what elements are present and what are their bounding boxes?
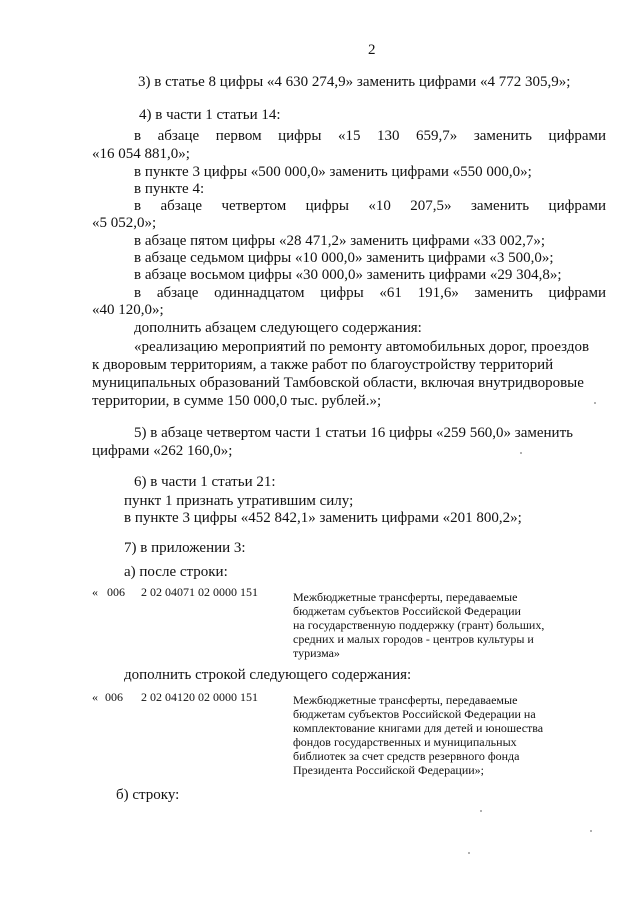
- item-4-quote-2: к дворовым территориям, а также работ по благоустройству территорий: [92, 357, 554, 373]
- row-2-desc-6: Президента Российской Федерации»;: [293, 763, 485, 777]
- scan-speck: [468, 852, 470, 854]
- row-1-budget-code: 2 02 04071 02 0000 151: [141, 585, 258, 599]
- item-5-line-b: цифрами «262 160,0»;: [92, 443, 233, 459]
- item-4-line-8b: «40 120,0»;: [92, 302, 164, 318]
- item-4-quote-1: «реализацию мероприятий по ремонту автомобильных дорог, проездов: [134, 339, 590, 355]
- scan-speck: [520, 452, 522, 454]
- item-4-line-9: дополнить абзацем следующего содержания:: [134, 320, 422, 336]
- row-2-desc-5: библиотек за счет средств резервного фонда: [293, 749, 520, 763]
- item-4-line-1a: в абзаце первом цифры «15 130 659,7» заменить цифрами: [134, 128, 606, 144]
- item-6-heading: 6) в части 1 статьи 21:: [134, 474, 276, 490]
- row-1-desc-2: бюджетам субъектов Российской Федерации: [293, 604, 521, 618]
- row-1-desc-4: средних и малых городов - центров культуры и: [293, 632, 534, 646]
- item-7-heading: 7) в приложении 3:: [124, 540, 246, 556]
- item-4-line-4a: в абзаце четвертом цифры «10 207,5» заменить цифрами: [134, 198, 606, 214]
- item-4-line-8a: в абзаце одиннадцатом цифры «61 191,6» заменить цифрами: [134, 285, 606, 301]
- item-4-line-4b: «5 052,0»;: [92, 215, 157, 231]
- row-1-desc-1: Межбюджетные трансферты, передаваемые: [293, 590, 518, 604]
- item-4-line-2: в пункте 3 цифры «500 000,0» заменить цифрами «550 000,0»;: [134, 164, 532, 180]
- row-1-desc-3: на государственную поддержку (грант) больших,: [293, 618, 545, 632]
- item-3: 3) в статье 8 цифры «4 630 274,9» заменить цифрами «4 772 305,9»;: [138, 74, 571, 90]
- item-5-line-a: 5) в абзаце четвертом части 1 статьи 16 цифры «259 560,0» заменить: [134, 425, 573, 441]
- item-4-line-5: в абзаце пятом цифры «28 471,2» заменить цифрами «33 002,7»;: [134, 233, 546, 249]
- scan-speck: [480, 810, 482, 812]
- row-1-desc-5: туризма»: [293, 646, 340, 660]
- row-2-desc-1: Межбюджетные трансферты, передаваемые: [293, 693, 518, 707]
- item-7-subitem-b: б) строку:: [116, 787, 180, 803]
- item-6-line-1: пункт 1 признать утратившим силу;: [124, 493, 354, 509]
- item-7-add-line: дополнить строкой следующего содержания:: [124, 667, 412, 683]
- item-7-subitem-a: а) после строки:: [124, 564, 228, 580]
- item-4-quote-3: муниципальных образований Тамбовской области, включая внутридворовые: [92, 375, 584, 391]
- row-2-desc-2: бюджетам субъектов Российской Федерации на: [293, 707, 536, 721]
- scan-speck: [590, 830, 592, 832]
- item-4-heading: 4) в части 1 статьи 14:: [139, 107, 281, 123]
- item-4-line-6: в абзаце седьмом цифры «10 000,0» заменить цифрами «3 500,0»;: [134, 250, 554, 266]
- item-4-line-3: в пункте 4:: [134, 181, 205, 197]
- page-number: 2: [368, 42, 376, 58]
- scan-speck: [594, 402, 596, 404]
- row-2-desc-3: комплектование книгами для детей и юношества: [293, 721, 544, 735]
- item-4-line-1b: «16 054 881,0»;: [92, 146, 190, 162]
- row-1-open-quote: «: [92, 585, 98, 599]
- item-6-line-2: в пункте 3 цифры «452 842,1» заменить цифрами «201 800,2»;: [124, 510, 522, 526]
- item-4-quote-4: территории, в сумме 150 000,0 тыс. рублей.»;: [92, 393, 382, 409]
- row-2-desc-4: фондов государственных и муниципальных: [293, 735, 517, 749]
- row-2-budget-code: 2 02 04120 02 0000 151: [141, 690, 258, 704]
- row-2-admin-code: 006: [105, 690, 123, 704]
- item-4-line-7: в абзаце восьмом цифры «30 000,0» заменить цифрами «29 304,8»;: [134, 267, 562, 283]
- row-2-open-quote: «: [92, 690, 98, 704]
- row-1-admin-code: 006: [107, 585, 125, 599]
